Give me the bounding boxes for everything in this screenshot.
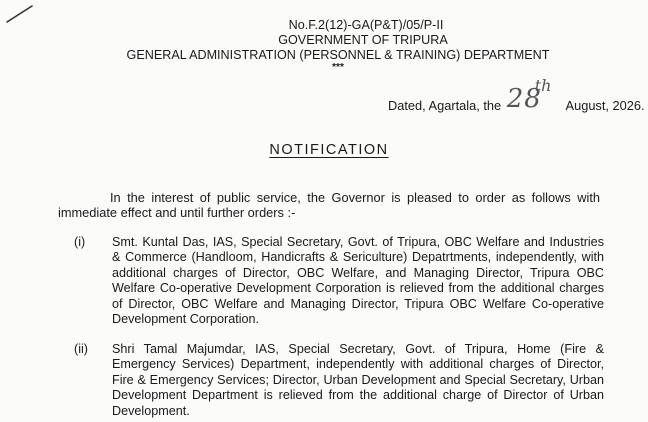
order-item-marker: (i)	[74, 235, 86, 249]
notification-title-text: NOTIFICATION	[269, 142, 389, 158]
intro-text: In the interest of public service, the Governor is pleased to order as follows with immediate effect and until further orders :-	[58, 190, 600, 220]
intro-paragraph	[58, 190, 600, 220]
date-day-suffix: th	[534, 76, 552, 95]
file-number: No.F.2(12)-GA(P&T)/05/P-II	[288, 18, 444, 32]
government-name: GOVERNMENT OF TRIPURA	[278, 33, 448, 47]
notification-title	[0, 142, 648, 158]
document-header	[0, 18, 648, 73]
order-item-text: Shri Tamal Majumdar, IAS, Special Secretary, Govt. of Tripura, Home (Fire & Emergency Services) Department, independently with additional charges of Director, Fire & Emergency Services; Director, Urban Development and Special Secretary, Urban Development Department is relieved from the additional charge of Director of Urban Development.	[112, 342, 604, 418]
department-name: GENERAL ADMINISTRATION (PERSONNEL & TRAINING) DEPARTMENT	[126, 48, 550, 62]
handwritten-date	[505, 76, 563, 114]
dated-suffix: August, 2026.	[565, 98, 645, 113]
header-stars: ***	[332, 62, 344, 73]
dated-line	[388, 76, 645, 114]
date-day: 28	[506, 84, 542, 114]
order-item-text: Smt. Kuntal Das, IAS, Special Secretary, Govt. of Tripura, OBC Welfare and Industries & Commerce (Handloom, Handicrafts & Sericulture) Depatrtments, independently, with additional charges of Director, OBC Welfare, and Managing Director, Tripura OBC Welfare Co-operative Development Corporation is relieved from the additional charges of Director, OBC Welfare and Managing Director, Tripura OBC Welfare Co-operative Development Corporation.	[112, 235, 604, 327]
dated-prefix: Dated, Agartala, the	[388, 98, 502, 113]
order-item-marker: (ii)	[74, 342, 88, 356]
